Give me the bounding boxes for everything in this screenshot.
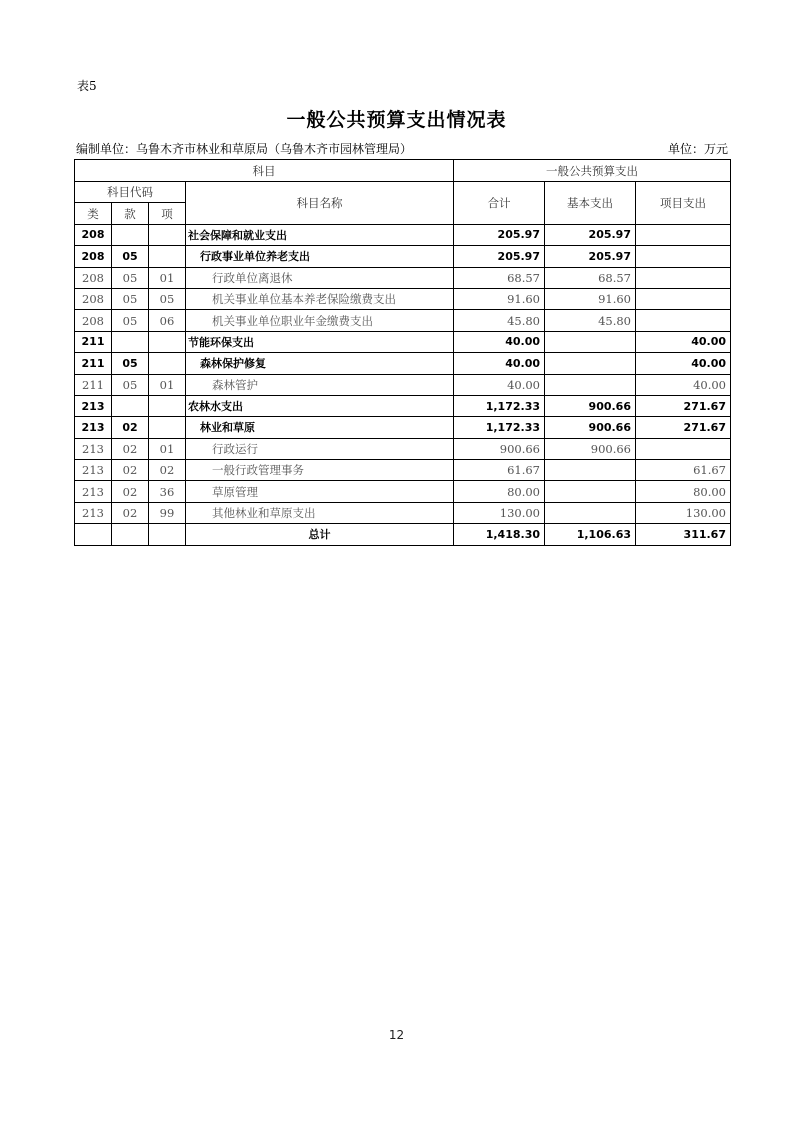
cell-lei: 213 xyxy=(75,460,112,481)
header-basic: 基本支出 xyxy=(545,182,636,225)
cell-total: 40.00 xyxy=(454,331,545,352)
cell-total: 900.66 xyxy=(454,438,545,459)
cell-xiang: 99 xyxy=(149,502,186,523)
budget-table xyxy=(74,159,731,546)
cell-total: 45.80 xyxy=(454,310,545,331)
cell-kuan: 02 xyxy=(112,417,149,438)
header-name: 科目名称 xyxy=(186,182,454,225)
cell-xiang xyxy=(149,224,186,245)
cell-kuan: 02 xyxy=(112,460,149,481)
cell-lei: 213 xyxy=(75,481,112,502)
cell-kuan: 05 xyxy=(112,246,149,267)
cell-lei: 213 xyxy=(75,438,112,459)
cell-name: 行政事业单位养老支出 xyxy=(186,246,454,267)
table-row xyxy=(75,288,731,309)
cell-name: 机关事业单位职业年金缴费支出 xyxy=(186,310,454,331)
total-label: 总计 xyxy=(186,524,454,545)
cell-lei: 211 xyxy=(75,353,112,374)
cell-kuan: 02 xyxy=(112,481,149,502)
cell-total: 68.57 xyxy=(454,267,545,288)
table-row xyxy=(75,502,731,523)
cell-xiang: 01 xyxy=(149,267,186,288)
header-code: 科目代码 xyxy=(75,182,186,203)
header-lei: 类 xyxy=(75,203,112,224)
cell-xiang: 02 xyxy=(149,460,186,481)
cell-xiang xyxy=(149,395,186,416)
cell-kuan: 05 xyxy=(112,374,149,395)
cell-kuan: 05 xyxy=(112,310,149,331)
cell-basic: 91.60 xyxy=(545,288,636,309)
table-row xyxy=(75,353,731,374)
cell-total: 80.00 xyxy=(454,481,545,502)
cell-project: 40.00 xyxy=(636,374,731,395)
cell-basic: 900.66 xyxy=(545,395,636,416)
table-row xyxy=(75,224,731,245)
cell-total: 1,172.33 xyxy=(454,395,545,416)
cell-basic xyxy=(545,481,636,502)
cell-project: 130.00 xyxy=(636,502,731,523)
table-row xyxy=(75,481,731,502)
cell-total: 40.00 xyxy=(454,374,545,395)
cell-kuan: 02 xyxy=(112,438,149,459)
table-row xyxy=(75,395,731,416)
cell-name: 草原管理 xyxy=(186,481,454,502)
table-row xyxy=(75,460,731,481)
cell-lei: 211 xyxy=(75,374,112,395)
cell-name: 农林水支出 xyxy=(186,395,454,416)
cell-project: 80.00 xyxy=(636,481,731,502)
total-row xyxy=(75,524,731,545)
table-number: 表5 xyxy=(77,79,97,93)
cell-total: 61.67 xyxy=(454,460,545,481)
cell-project xyxy=(636,438,731,459)
cell-xiang: 01 xyxy=(149,438,186,459)
cell-basic xyxy=(545,374,636,395)
total-sum: 1,418.30 xyxy=(454,524,545,545)
cell-xiang: 06 xyxy=(149,310,186,331)
total-basic: 1,106.63 xyxy=(545,524,636,545)
cell-lei: 213 xyxy=(75,417,112,438)
cell-xiang xyxy=(149,246,186,267)
cell-project xyxy=(636,224,731,245)
table-row xyxy=(75,331,731,352)
header-xiang: 项 xyxy=(149,203,186,224)
cell-project: 40.00 xyxy=(636,353,731,374)
cell-basic: 205.97 xyxy=(545,224,636,245)
cell-xiang: 01 xyxy=(149,374,186,395)
cell-basic: 205.97 xyxy=(545,246,636,267)
cell-basic xyxy=(545,353,636,374)
cell-lei: 208 xyxy=(75,267,112,288)
cell-kuan xyxy=(112,395,149,416)
cell-project: 61.67 xyxy=(636,460,731,481)
cell-xiang xyxy=(149,353,186,374)
cell-name: 林业和草原 xyxy=(186,417,454,438)
currency-unit: 单位：万元 xyxy=(667,142,728,156)
cell-lei: 208 xyxy=(75,224,112,245)
cell-project: 40.00 xyxy=(636,331,731,352)
page-title: 一般公共预算支出情况表 xyxy=(286,109,507,131)
cell-kuan: 05 xyxy=(112,288,149,309)
table-row xyxy=(75,438,731,459)
cell-basic xyxy=(545,460,636,481)
cell-total: 205.97 xyxy=(454,246,545,267)
page-number: 12 xyxy=(388,1028,405,1042)
cell-total: 205.97 xyxy=(454,224,545,245)
cell-name: 行政运行 xyxy=(186,438,454,459)
cell-project xyxy=(636,310,731,331)
table-row xyxy=(75,246,731,267)
compiler-unit: 编制单位：乌鲁木齐市林业和草原局（乌鲁木齐市园林管理局） xyxy=(76,142,413,156)
cell-lei: 208 xyxy=(75,288,112,309)
header-total: 合计 xyxy=(454,182,545,225)
cell-basic: 900.66 xyxy=(545,438,636,459)
cell-lei: 213 xyxy=(75,395,112,416)
cell-total: 91.60 xyxy=(454,288,545,309)
header-subject: 科目 xyxy=(75,160,454,182)
cell-total: 130.00 xyxy=(454,502,545,523)
header-budget: 一般公共预算支出 xyxy=(454,160,731,182)
cell-basic: 68.57 xyxy=(545,267,636,288)
cell-lei: 208 xyxy=(75,246,112,267)
cell-total: 1,172.33 xyxy=(454,417,545,438)
cell-name: 其他林业和草原支出 xyxy=(186,502,454,523)
cell-name: 节能环保支出 xyxy=(186,331,454,352)
table-row xyxy=(75,374,731,395)
cell-project xyxy=(636,267,731,288)
cell-name: 行政单位离退休 xyxy=(186,267,454,288)
cell-xiang: 36 xyxy=(149,481,186,502)
cell-xiang xyxy=(149,331,186,352)
cell-kuan: 02 xyxy=(112,502,149,523)
cell-lei: 208 xyxy=(75,310,112,331)
cell-lei: 213 xyxy=(75,502,112,523)
cell-project xyxy=(636,288,731,309)
table-row xyxy=(75,267,731,288)
cell-project: 271.67 xyxy=(636,417,731,438)
cell-xiang xyxy=(149,417,186,438)
cell-name: 机关事业单位基本养老保险缴费支出 xyxy=(186,288,454,309)
cell-total: 40.00 xyxy=(454,353,545,374)
cell-basic xyxy=(545,331,636,352)
cell-project xyxy=(636,246,731,267)
cell-lei: 211 xyxy=(75,331,112,352)
meta-line xyxy=(76,140,728,157)
cell-xiang: 05 xyxy=(149,288,186,309)
table-row xyxy=(75,310,731,331)
cell-basic: 45.80 xyxy=(545,310,636,331)
total-project: 311.67 xyxy=(636,524,731,545)
cell-kuan: 05 xyxy=(112,353,149,374)
cell-basic: 900.66 xyxy=(545,417,636,438)
cell-kuan: 05 xyxy=(112,267,149,288)
cell-kuan xyxy=(112,331,149,352)
cell-name: 森林保护修复 xyxy=(186,353,454,374)
table-row xyxy=(75,417,731,438)
header-project: 项目支出 xyxy=(636,182,731,225)
cell-project: 271.67 xyxy=(636,395,731,416)
cell-name: 一般行政管理事务 xyxy=(186,460,454,481)
cell-kuan xyxy=(112,224,149,245)
cell-name: 森林管护 xyxy=(186,374,454,395)
header-kuan: 款 xyxy=(112,203,149,224)
cell-name: 社会保障和就业支出 xyxy=(186,224,454,245)
cell-basic xyxy=(545,502,636,523)
